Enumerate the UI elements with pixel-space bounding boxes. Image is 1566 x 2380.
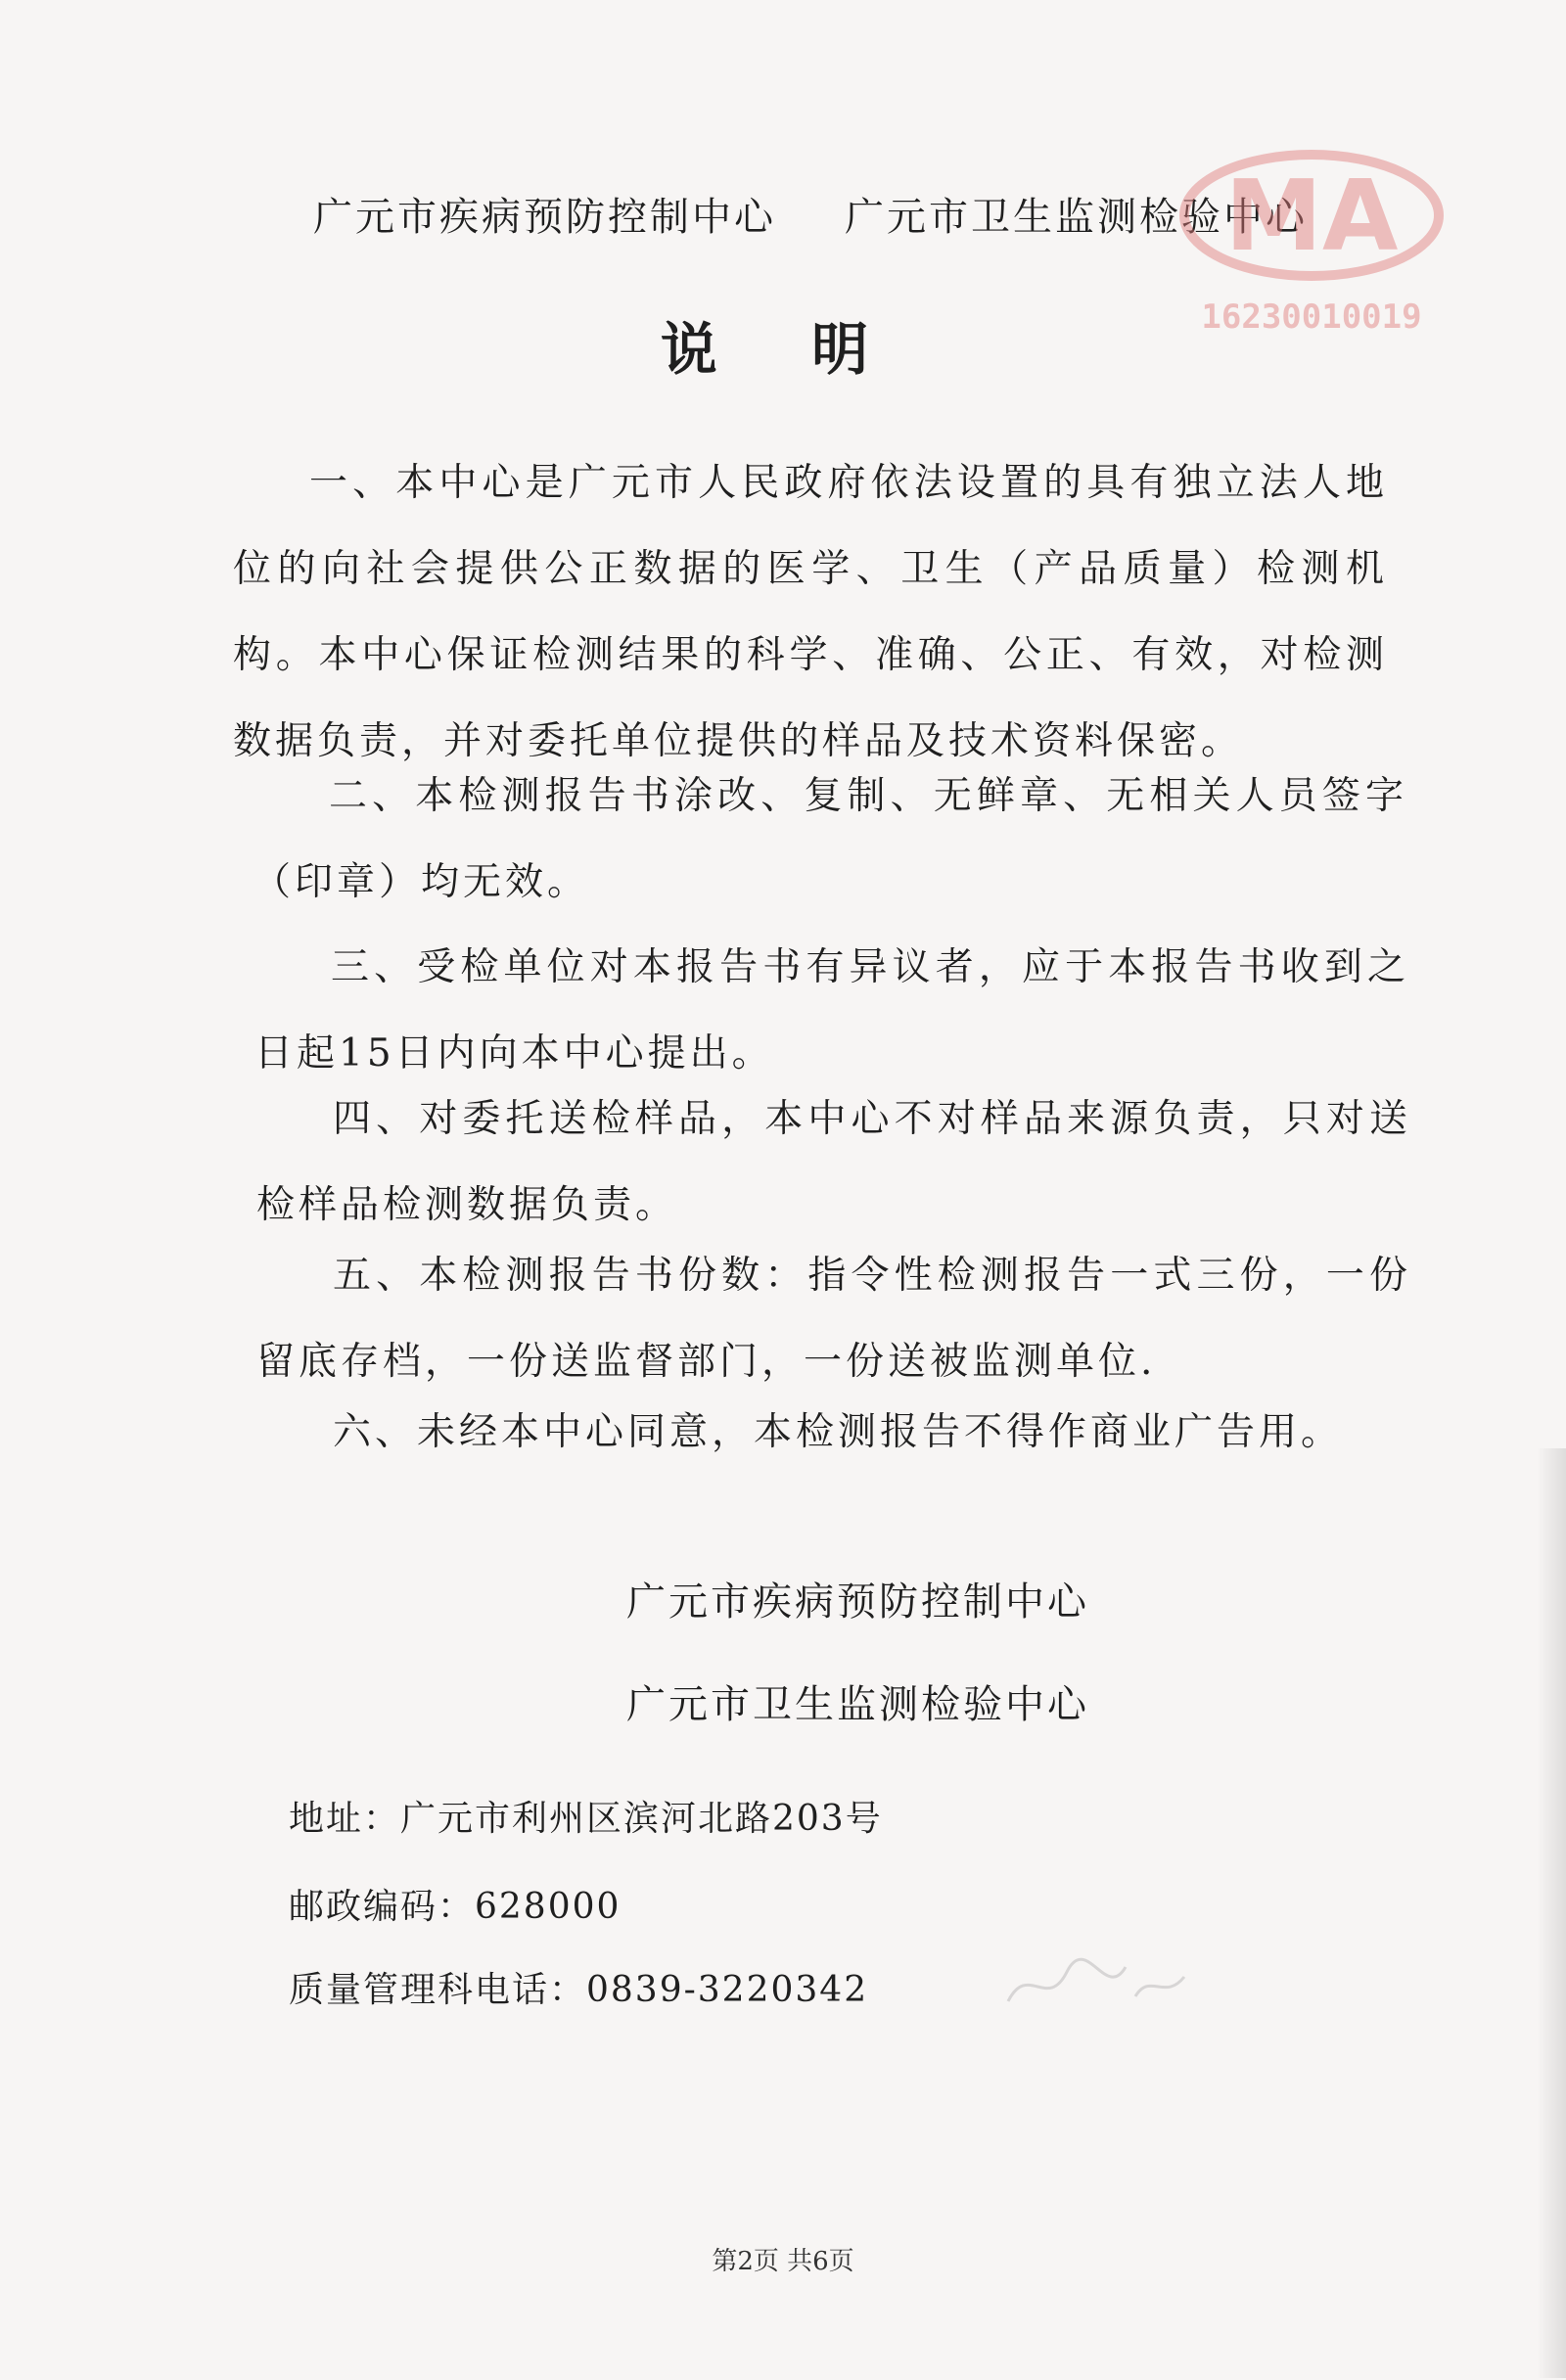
faint-handwriting-mark [998,1943,1194,2021]
clause-5: 五、本检测报告书份数：指令性检测报告一式三份，一份留底存档，一份送监督部门，一份送被监测单位. [256,1254,1411,1384]
document-title: 说 明 [660,316,906,383]
contact-phone: 质量管理科电话：0839-3220342 [289,1970,869,2010]
contact-postal-code: 邮政编码：628000 [289,1887,622,1927]
clause-1: 一、本中心是广元市人民政府依法设置的具有独立法人地位的向社会提供公正数据的医学、卫生（产品质量）检测机构。本中心保证检测结果的科学、准确、公正、有效，对检测数据负责，并对委托单位提供的样品及技术资料保密。 [233,461,1388,763]
cma-stamp-code: 16230010019 [1201,298,1422,337]
signature-org-testing-center: 广元市卫生监测检验中心 [626,1682,1089,1727]
contact-address: 地址：广元市利州区滨河北路203号 [289,1799,883,1839]
clause-2: 二、本检测报告书涂改、复制、无鲜章、无相关人员签字（印章）均无效。 [253,774,1407,904]
cma-stamp-letters: MA [1224,159,1399,273]
clause-6: 六、未经本中心同意，本检测报告不得作商业广告用。 [333,1410,1344,1454]
page-edge-shadow [1537,1448,1566,2378]
header-org-testing-center: 广元市卫生监测检验中心 [845,195,1308,240]
page-number: 第2页 共6页 [712,2247,854,2276]
clause-3: 三、受检单位对本报告书有异议者，应于本报告书收到之日起15日内向本中心提出。 [254,945,1409,1076]
signature-org-cdc: 广元市疾病预防控制中心 [626,1579,1089,1625]
header-org-cdc: 广元市疾病预防控制中心 [313,195,776,240]
clause-4: 四、对委托送检样品，本中心不对样品来源负责，只对送检样品检测数据负责。 [256,1097,1411,1227]
